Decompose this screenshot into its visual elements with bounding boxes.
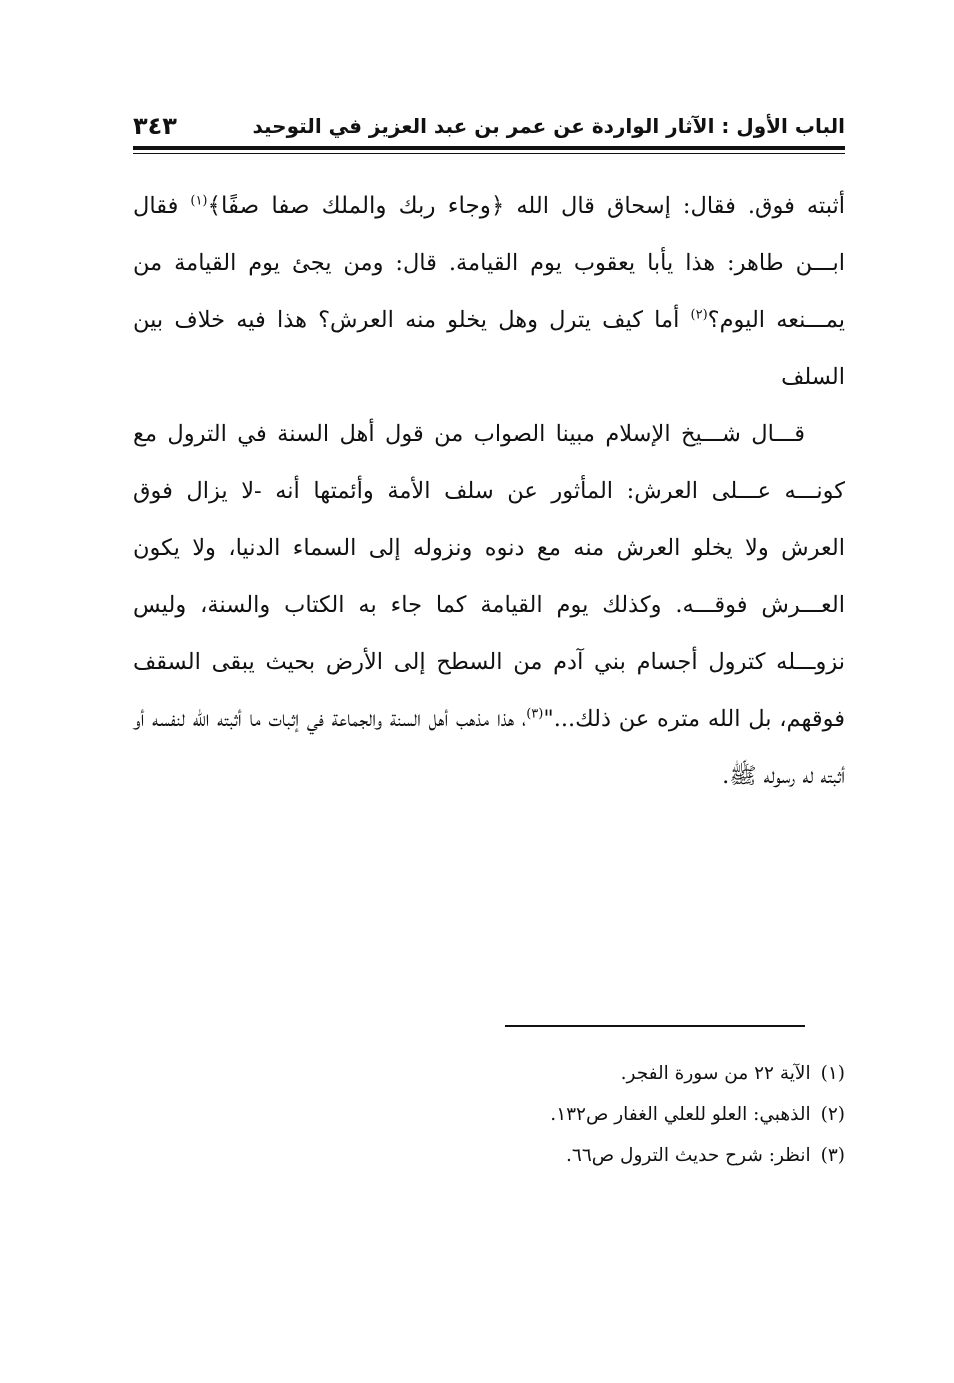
paragraph-2-part-b: ، هذا مذهب أهل السنة والجماعة في إثبات ما أثبته الله لنفسه أو أثبته له رسوله ﷺ. xyxy=(133,706,845,789)
header-rule-thin xyxy=(133,153,845,154)
footnotes xyxy=(133,1053,845,1176)
quran-quote: ﴿وجاء ربك والملك صفا صفًا﴾ xyxy=(207,193,505,219)
footnote-number: (٣) xyxy=(820,1145,845,1166)
paragraph-1-part-a: أثبته فوق. فقال: إسحاق قال الله xyxy=(516,193,845,219)
paragraph-1-part-c: أما كيف يترل وهل يخلو منه العرش؟ هذا فيه خلاف بين السلف xyxy=(133,307,845,390)
main-text xyxy=(133,178,845,805)
paragraph-1 xyxy=(133,178,845,406)
footnote-text: الذهبي: العلو للعلي الغفار ص١٣٢. xyxy=(550,1104,811,1125)
page-number: ٣٤٣ xyxy=(133,112,177,140)
footnote-separator xyxy=(505,1025,805,1027)
footnote-text: الآية ٢٢ من سورة الفجر. xyxy=(620,1063,811,1084)
paragraph-2 xyxy=(133,406,845,805)
footnote-2 xyxy=(133,1094,845,1135)
page-header xyxy=(133,108,845,148)
footnote-ref-1: (١) xyxy=(190,193,208,209)
footnote-ref-3: (٣) xyxy=(526,706,544,722)
footnote-1 xyxy=(133,1053,845,1094)
footnote-number: (١) xyxy=(820,1063,845,1084)
chapter-title: الباب الأول : الآثار الواردة عن عمر بن عبد العزيز في التوحيد xyxy=(252,114,845,138)
footnote-text: انظر: شرح حديث الترول ص٦٦. xyxy=(566,1145,811,1166)
footnote-3 xyxy=(133,1135,845,1176)
paragraph-2-part-a: قـــال شـــيخ الإسلام مبينا الصواب من قول أهل السنة في الترول مع كونـــه عـــلى العرش: المأثور عن سلف الأمة وأئمتها أنه -لا يزال فوق العرش ولا يخلو العرش منه مع دنوه ونزوله إلى السماء الدنيا، ولا يكون العـــرش فوقـــه. وكذلك يوم القيامة كما جاء به الكتاب والسنة، وليس نزوـــله كترول أجسام بني آدم من السطح إلى الأرض بحيث يبقى السقف فوقهم، بل الله متره عن ذلك..." xyxy=(133,421,845,732)
footnote-ref-2: (٢) xyxy=(690,307,708,323)
footnote-number: (٢) xyxy=(820,1104,845,1125)
paragraph-1-part-b: فقال ابـــن طاهر: هذا يأبا يعقوب يوم القيامة. قال: ومن يجئ يوم القيامة من يمـــنعه اليوم؟ xyxy=(133,193,845,333)
header-rule-thick xyxy=(133,146,845,150)
